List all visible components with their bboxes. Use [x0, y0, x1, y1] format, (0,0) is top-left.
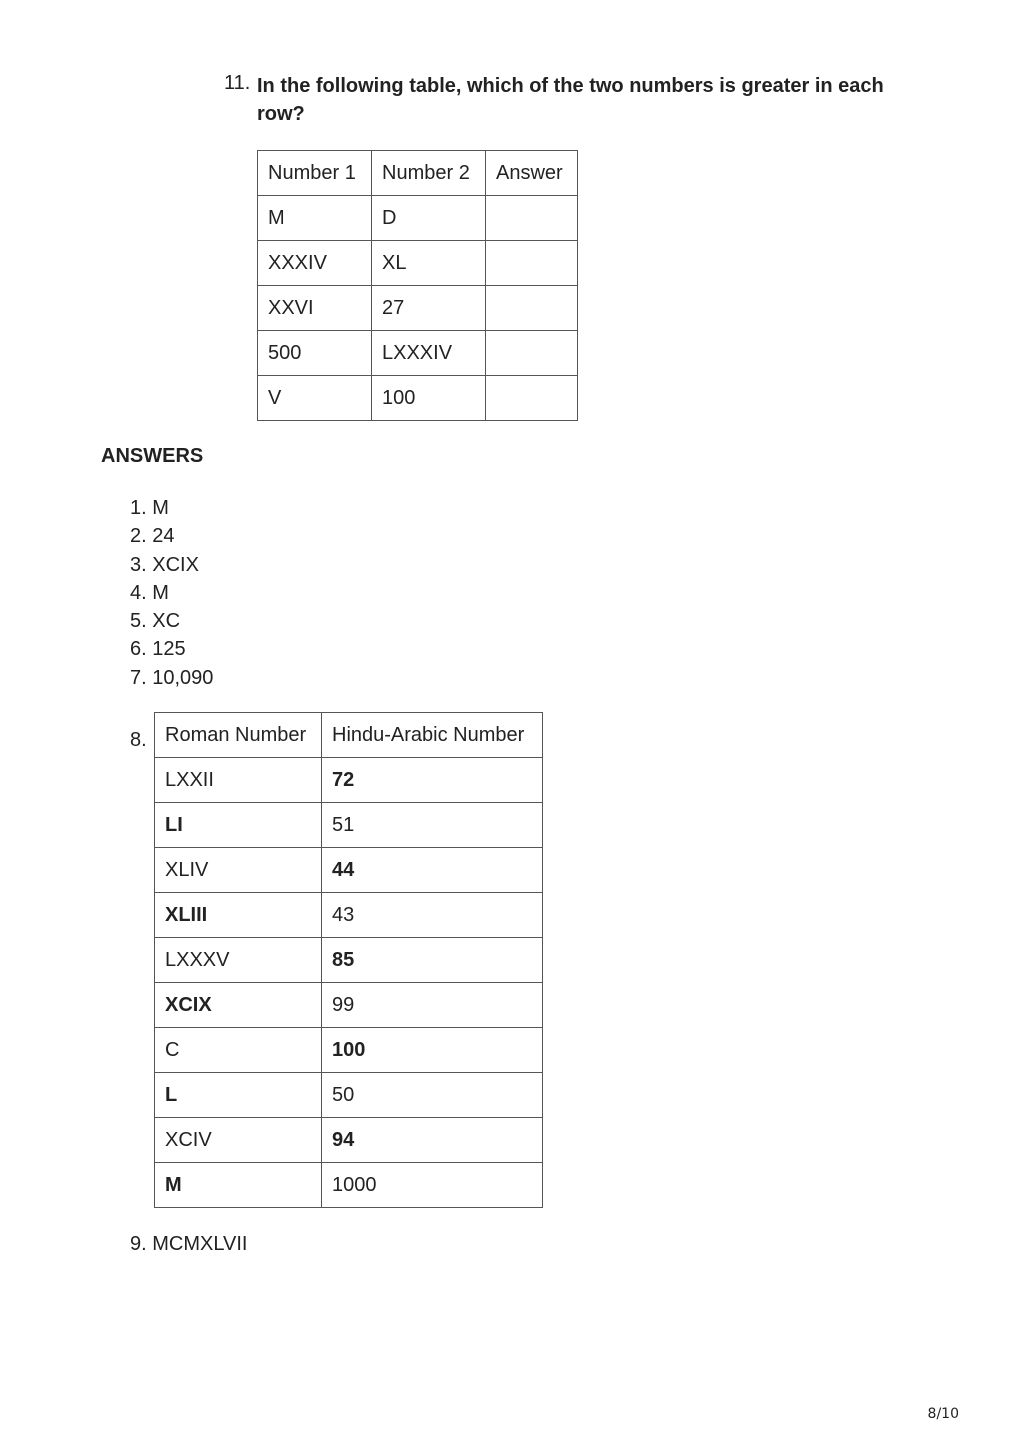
table-row: [155, 893, 543, 938]
table-cell: 99: [322, 983, 543, 1028]
answer-item: 2. 24: [130, 525, 175, 548]
table-row: [258, 286, 578, 331]
table-cell: 72: [322, 758, 543, 803]
table-cell: LI: [155, 803, 322, 848]
table-cell: XLIV: [155, 848, 322, 893]
comparison-table: [257, 150, 578, 421]
table-cell: XCIV: [155, 1118, 322, 1163]
table-cell: D: [372, 196, 486, 241]
table-row: [258, 376, 578, 421]
answer-item: 6. 125: [130, 638, 186, 661]
answer-8-number: 8.: [130, 729, 147, 751]
table-cell: XCIX: [155, 983, 322, 1028]
table-row: [258, 241, 578, 286]
answer-cell: [486, 241, 578, 286]
table-cell: L: [155, 1073, 322, 1118]
table-cell: XXVI: [258, 286, 372, 331]
answer-item: 7. 10,090: [130, 666, 214, 689]
table-cell: M: [155, 1163, 322, 1208]
table-cell: LXXII: [155, 758, 322, 803]
page-indicator: 8/10: [927, 1406, 959, 1422]
table-cell: 27: [372, 286, 486, 331]
answer-item: 5. XC: [130, 610, 181, 633]
table-header-row: [155, 713, 543, 758]
question-text: In the following table, which of the two numbers is greater in each row?: [257, 75, 884, 125]
answer-9: 9. MCMXLVII: [130, 1233, 248, 1255]
table-row: [155, 1073, 543, 1118]
header-cell: Hindu-Arabic Number: [322, 713, 543, 758]
table-cell: 500: [258, 331, 372, 376]
table-cell: 85: [322, 938, 543, 983]
header-cell: Answer: [486, 151, 578, 196]
table-row: [155, 803, 543, 848]
table-row: [258, 331, 578, 376]
answer-item: 3. XCIX: [130, 553, 199, 576]
table-cell: 50: [322, 1073, 543, 1118]
header-cell: Number 2: [372, 151, 486, 196]
table-cell: 43: [322, 893, 543, 938]
header-cell: Roman Number: [155, 713, 322, 758]
answer-cell: [486, 286, 578, 331]
answer-cell: [486, 376, 578, 421]
table-cell: 100: [322, 1028, 543, 1073]
answer-cell: [486, 331, 578, 376]
table-cell: V: [258, 376, 372, 421]
table-row: [155, 938, 543, 983]
table-cell: LXXXV: [155, 938, 322, 983]
answers-heading: ANSWERS: [101, 445, 204, 467]
table-cell: 44: [322, 848, 543, 893]
question-number: 11.: [224, 72, 251, 94]
table-row: [155, 1118, 543, 1163]
table-cell: XXXIV: [258, 241, 372, 286]
table-row: [155, 1163, 543, 1208]
table-cell: XL: [372, 241, 486, 286]
table-row: [155, 758, 543, 803]
table-header-row: [258, 151, 578, 196]
table-cell: M: [258, 196, 372, 241]
answer-cell: [486, 196, 578, 241]
table-row: [155, 848, 543, 893]
table-cell: 100: [372, 376, 486, 421]
table-cell: 1000: [322, 1163, 543, 1208]
roman-hindu-arabic-table: [154, 712, 543, 1208]
answer-item: 4. M: [130, 581, 169, 604]
table-row: [155, 1028, 543, 1073]
table-cell: XLIII: [155, 893, 322, 938]
header-cell: Number 1: [258, 151, 372, 196]
table-row: [155, 983, 543, 1028]
table-cell: LXXXIV: [372, 331, 486, 376]
answer-item: 1. M: [130, 497, 169, 519]
table-cell: 94: [322, 1118, 543, 1163]
table-cell: C: [155, 1028, 322, 1073]
table-row: [258, 196, 578, 241]
answers-list: [130, 494, 213, 692]
table-cell: 51: [322, 803, 543, 848]
